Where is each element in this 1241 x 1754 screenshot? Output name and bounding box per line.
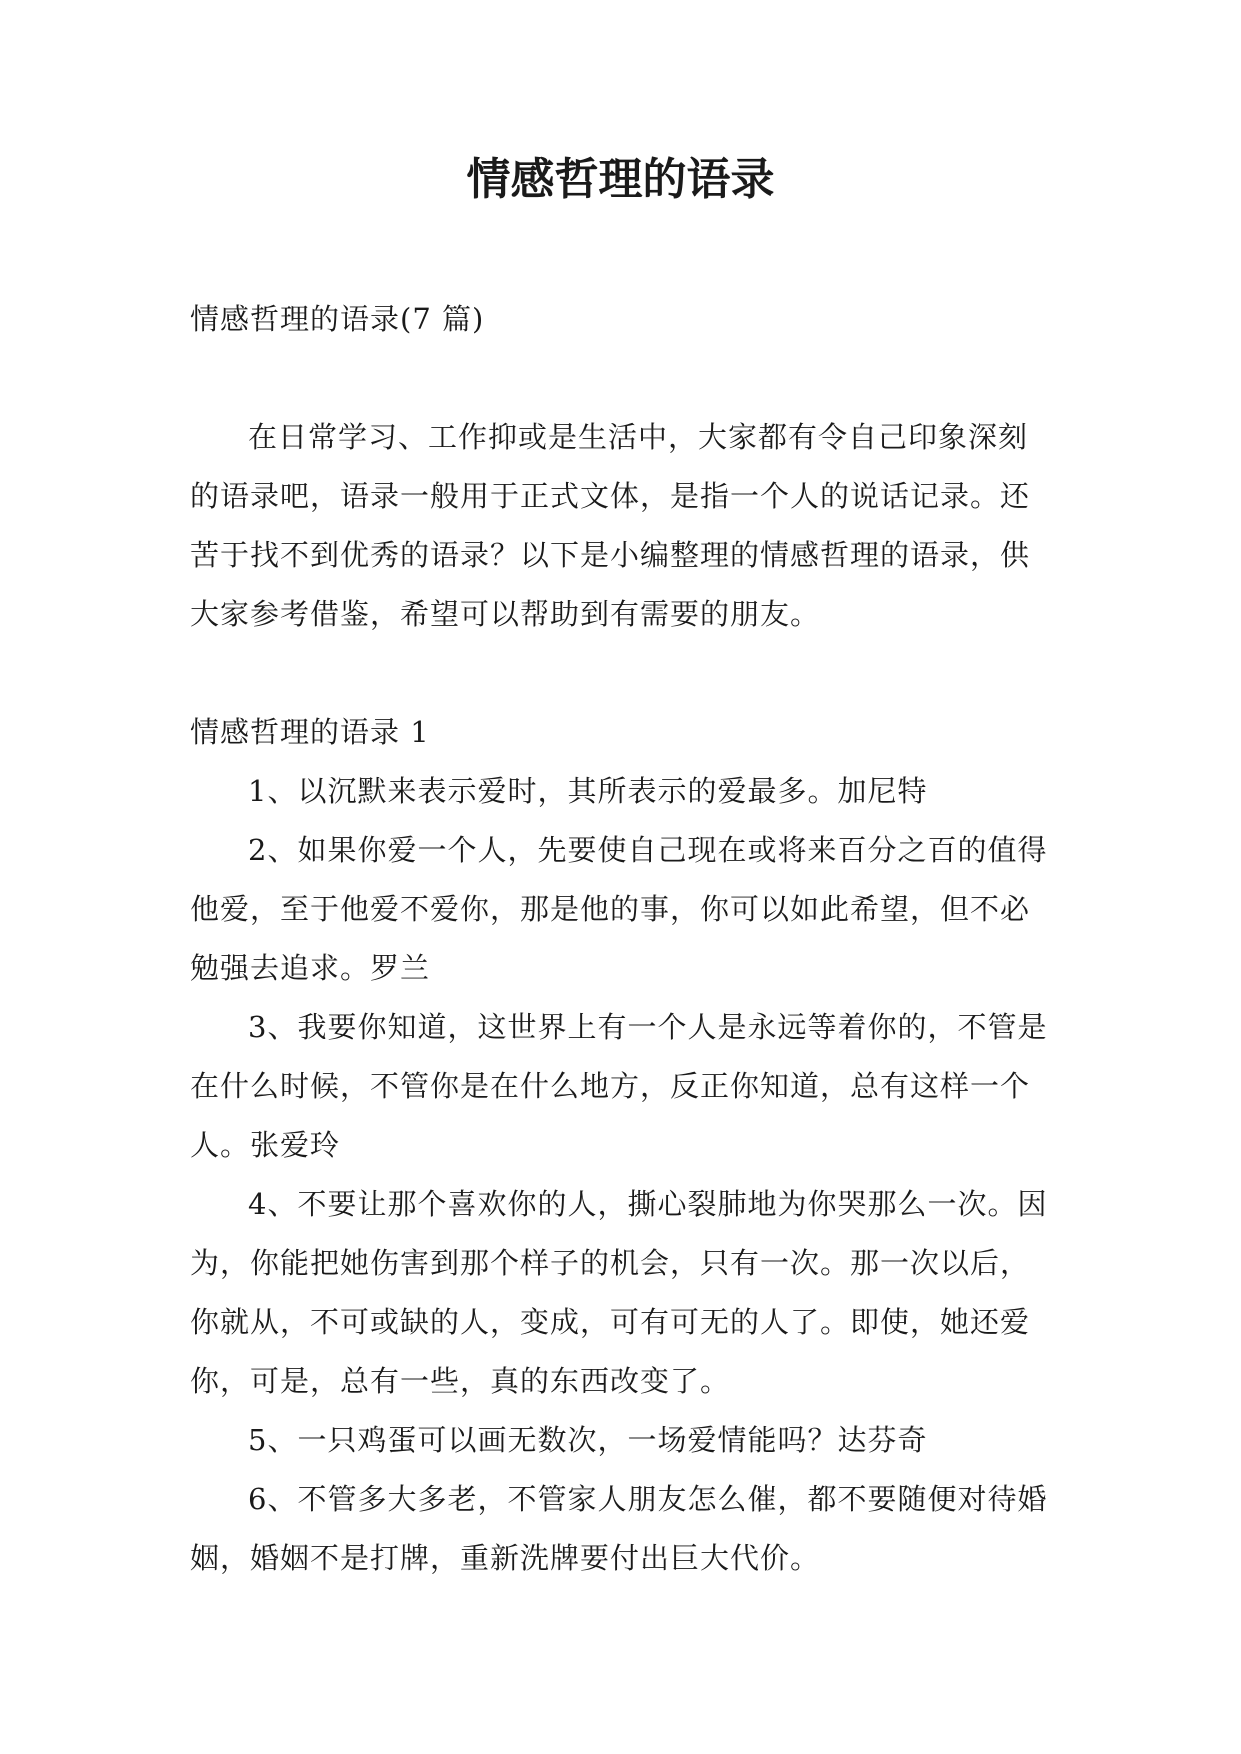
intro-paragraph: 在日常学习、工作抑或是生活中，大家都有令自己印象深刻的语录吧，语录一般用于正式文体，是指一个人的说话记录。还苦于找不到优秀的语录？以下是小编整理的情感哲理的语录，供大家参考借鉴，希望可以帮助到有需要的朋友。 [190, 420, 1031, 631]
document-title: 情感哲理的语录 [466, 154, 775, 205]
document-subtitle: 情感哲理的语录(7 篇) [190, 302, 485, 336]
quote-item: 5、一只鸡蛋可以画无数次，一场爱情能吗？达芬奇 [248, 1423, 928, 1457]
quote-item: 6、不管多大多老，不管家人朋友怎么催，都不要随便对待婚姻，婚姻不是打牌，重新洗牌要付出巨大代价。 [190, 1482, 1048, 1575]
section-heading: 情感哲理的语录 1 [190, 715, 430, 749]
spacer [190, 349, 1050, 408]
quote-item: 3、我要你知道，这世界上有一个人是永远等着你的，不管是在什么时候，不管你是在什么地方，反正你知道，总有这样一个人。张爱玲 [190, 1010, 1048, 1162]
spacer [190, 644, 1050, 703]
document-body [190, 290, 1050, 1588]
quote-item: 2、如果你爱一个人，先要使自己现在或将来百分之百的值得他爱，至于他爱不爱你，那是他的事，你可以如此希望，但不必勉强去追求。罗兰 [190, 833, 1048, 985]
quote-item: 4、不要让那个喜欢你的人，撕心裂肺地为你哭那么一次。因为，你能把她伤害到那个样子的机会，只有一次。那一次以后，你就从，不可或缺的人，变成，可有可无的人了。即使，她还爱你，可是，总有一些，真的东西改变了。 [190, 1187, 1048, 1398]
quote-item: 1、以沉默来表示爱时，其所表示的爱最多。加尼特 [248, 774, 928, 808]
